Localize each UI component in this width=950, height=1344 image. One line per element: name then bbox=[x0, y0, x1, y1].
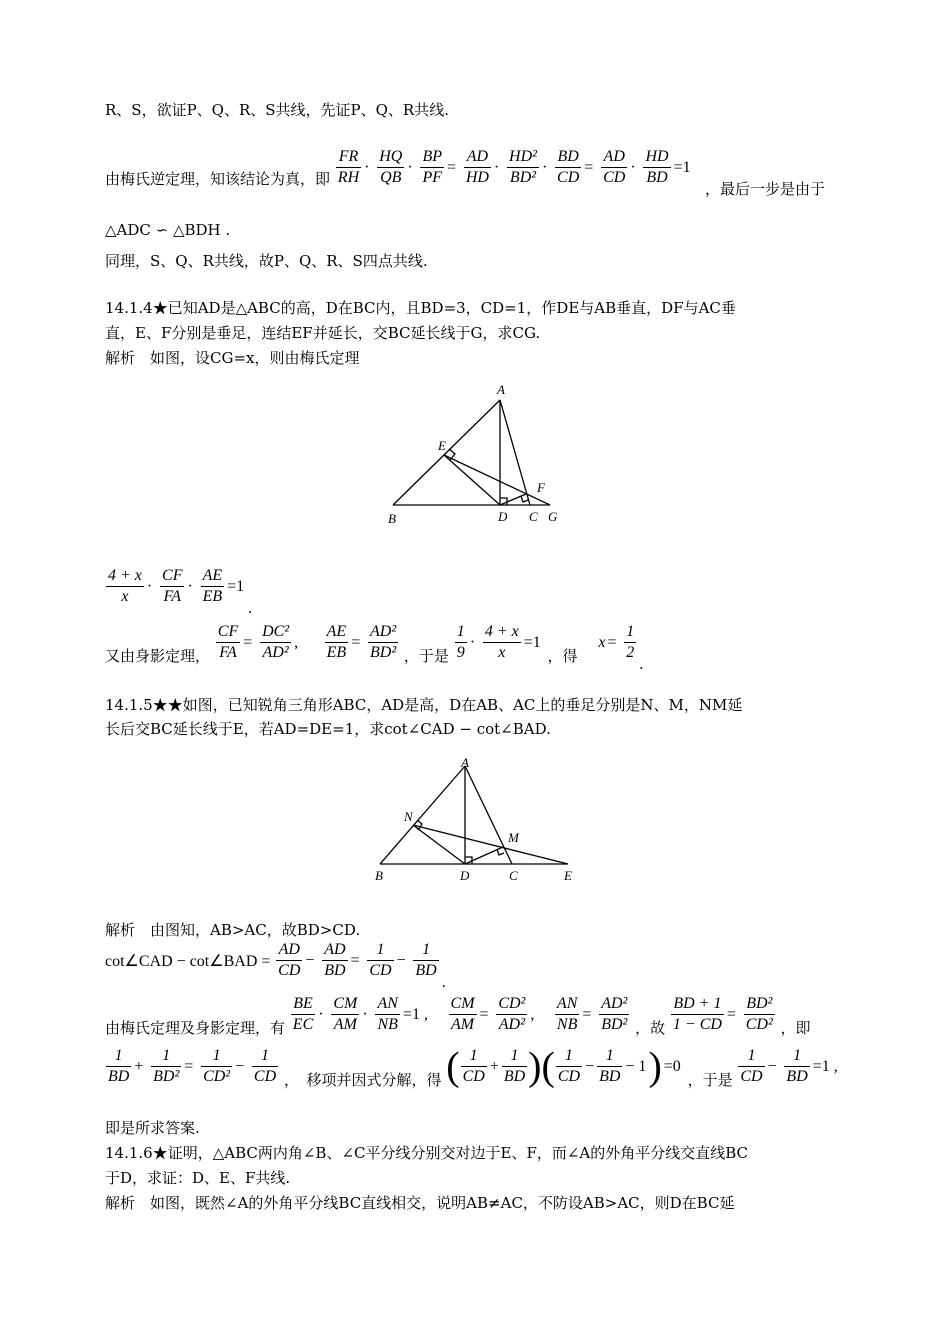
fraction: $\frac{\text{AD²}}{\text{BD²}}$ bbox=[601, 995, 628, 1033]
text-line: R、S，欲证P、Q、R、S共线，先证P、Q、R共线. bbox=[105, 101, 449, 119]
fraction: $\frac{1}{CD}$ bbox=[253, 1047, 277, 1085]
fraction: $\frac{1}{CD}$ bbox=[369, 941, 392, 979]
text-line: 同理，S、Q、R共线，故P、Q、R、S四点共线. bbox=[105, 252, 428, 270]
fraction: $\frac{AD}{CD}$ bbox=[603, 148, 626, 186]
problem-14-1-5-line2: 长后交BC延长线于E，若AD=DE=1，求cot∠CAD − cot∠BAD. bbox=[105, 720, 551, 738]
fraction: $\frac{\text{HD²}}{\text{BD²}}$ bbox=[509, 148, 537, 186]
fraction: $\frac{1}{9}$ bbox=[456, 623, 465, 661]
fraction: $\frac{\text{CD²}}{\text{AD²}}$ bbox=[498, 995, 526, 1033]
text-gu: ，故 bbox=[635, 1019, 666, 1037]
fraction: $\frac{1}{BD}$ bbox=[415, 941, 437, 979]
fraction: $\frac{HQ}{QB}$ bbox=[379, 148, 403, 186]
fraction: $\frac{1}{CD}$ bbox=[557, 1047, 581, 1085]
label-D: D bbox=[460, 868, 470, 883]
fraction: $\frac{1}{BD}$ bbox=[108, 1047, 130, 1085]
fraction: $\frac{1}{CD}$ bbox=[740, 1047, 763, 1085]
problem-14-1-5-line1: 14.1.5★★如图，已知锐角三角形ABC，AD是高，D在AB、AC上的垂足分别是N、M，NM延 bbox=[105, 696, 743, 714]
text-mid: ，于是 bbox=[403, 647, 449, 665]
equation-menelaus-2: 由梅氏定理及身影定理，有 $\frac{BE}{EC}$ · $\frac{CM}{AM}$ · $\frac{AN}{NB}$ =1 , $\frac{CM}{AM}$ = $\frac{\text{CD²}}{\text{AD²}}$ , $\frac{AN}{NB}$ = $\frac{\text{AD²}}{\text{BD²}}$ ，故 $\frac{BD + 1}{1 - CD}$ = $\frac{\text{BD²}}{\text{CD²}}$ ，即 bbox=[105, 995, 811, 1037]
fraction: $\frac{1}{BD}$ bbox=[786, 1047, 808, 1085]
fraction: $\frac{AD}{CD}$ bbox=[278, 941, 301, 979]
fraction: $\frac{AN}{NB}$ bbox=[377, 995, 398, 1033]
fraction: $\frac{1}{2}$ bbox=[626, 623, 635, 661]
text-prefix: 由梅氏逆定理，知该结论为真，即 bbox=[105, 170, 331, 188]
fraction: $\frac{CF}{FA}$ bbox=[217, 623, 239, 661]
fraction: $\frac{HD}{BD}$ bbox=[645, 148, 669, 186]
fraction: $\frac{CM}{AM}$ bbox=[450, 995, 475, 1033]
fraction: $\frac{AD}{BD}$ bbox=[324, 941, 346, 979]
fraction: $\frac{AE}{EB}$ bbox=[202, 567, 223, 605]
equation-line-shadow: 又由身影定理， $\frac{CF}{FA}$ = $\frac{\text{DC²}}{\text{AD²}}$ , $\frac{AE}{EB}$ = $\frac{\text{AD²}}{\text{BD²}}$ ，于是 $\frac{1}{9}$ · $\frac{4 + x}{x}$ =1 ，得 x = $\frac{1}{2}$ . bbox=[105, 623, 644, 673]
fraction: $\frac{\text{BD²}}{\text{CD²}}$ bbox=[745, 995, 773, 1033]
text-get: ，得 bbox=[547, 647, 578, 665]
label-A: A bbox=[461, 755, 469, 770]
label-G: G bbox=[548, 509, 558, 524]
label-B: B bbox=[375, 868, 383, 883]
fraction: $\frac{1}{\text{BD²}}$ bbox=[153, 1047, 180, 1085]
label-M: M bbox=[508, 830, 519, 845]
label-C: C bbox=[529, 509, 538, 524]
fraction: $\frac{1}{\text{CD²}}$ bbox=[203, 1047, 231, 1085]
fraction: $\frac{4 + x}{x}$ bbox=[484, 623, 519, 661]
solution-14-1-6-line1: 解析 如图，既然∠A的外角平分线BC直线相交，说明AB≠AC，不防设AB>AC，则D在BC延 bbox=[105, 1194, 735, 1212]
label-F: F bbox=[537, 480, 545, 495]
fraction: $\frac{1}{CD}$ bbox=[462, 1047, 485, 1085]
fraction: $\frac{\text{AD²}}{\text{BD²}}$ bbox=[370, 623, 397, 661]
solution-14-1-5-line1: 解析 由图知，AB>AC，故BD>CD. bbox=[105, 921, 361, 939]
fraction: $\frac{BE}{EC}$ bbox=[292, 995, 314, 1033]
equation-menelaus-1: $\frac{4 + x}{x}$ · $\frac{CF}{FA}$ · $\frac{AE}{EB}$ =1. bbox=[108, 567, 253, 617]
equation-line: 由梅氏逆定理，知该结论为真，即 $\frac{FR}{RH}$ · $\frac{HQ}{QB}$ · $\frac{BP}{PF}$ = $\frac{AD}{HD}$ · $\frac{\text{HD²}}{\text{BD²}}$ · $\frac{BD}{CD}$ = $\frac{AD}{CD}$ · $\frac{HD}{BD}$ =1 bbox=[105, 148, 691, 188]
text-line: 即是所求答案. bbox=[105, 1119, 200, 1137]
label-N: N bbox=[404, 809, 413, 824]
problem-14-1-6-line2: 于D，求证：D、E、F共线. bbox=[105, 1169, 291, 1187]
fraction: $\frac{1}{BD}$ bbox=[503, 1047, 526, 1085]
label-C: C bbox=[509, 868, 518, 883]
fraction: $\frac{BD + 1}{1 - CD}$ bbox=[672, 995, 722, 1033]
fraction: $\frac{BP}{PF}$ bbox=[422, 148, 442, 186]
fraction: $\frac{BD}{CD}$ bbox=[557, 148, 580, 186]
label-D: D bbox=[498, 509, 508, 524]
text-line: △ADC ∽ △BDH . bbox=[105, 221, 231, 239]
text-suffix: ，最后一步是由于 bbox=[705, 180, 826, 198]
problem-14-1-4-line1: 14.1.4★已知AD是△ABC的高，D在BC内，且BD=3，CD=1，作DE与AB垂直，DF与AC垂 bbox=[105, 299, 736, 317]
text-mid: ， 移项并因式分解，得 bbox=[283, 1071, 442, 1089]
label-E: E bbox=[438, 438, 446, 453]
fraction: $\frac{4 + x}{x}$ bbox=[108, 567, 142, 605]
fraction: $\frac{1}{BD}$ bbox=[599, 1047, 621, 1085]
label-B: B bbox=[388, 511, 396, 526]
label-E: E bbox=[564, 868, 572, 883]
figure-triangle-2 bbox=[370, 752, 580, 887]
problem-14-1-6-line1: 14.1.6★证明，△ABC两内角∠B、∠C平分线分别交对边于E、F，而∠A的外角平分线交直线BC bbox=[105, 1144, 749, 1162]
fraction: $\frac{CF}{FA}$ bbox=[162, 567, 183, 605]
problem-14-1-4-line2: 直，E、F分别是垂足，连结EF并延长，交BC延长线于G，求CG. bbox=[105, 324, 541, 342]
fraction: $\frac{FR}{RH}$ bbox=[337, 148, 360, 186]
figure-triangle-1 bbox=[380, 378, 570, 533]
label-A: A bbox=[497, 382, 505, 397]
text-end: ，于是 bbox=[687, 1071, 733, 1089]
text-prefix: 又由身影定理， bbox=[105, 647, 211, 665]
fraction: $\frac{CM}{AM}$ bbox=[333, 995, 358, 1033]
fraction: $\frac{AN}{NB}$ bbox=[556, 995, 578, 1033]
fraction: $\frac{AE}{EB}$ bbox=[326, 623, 347, 661]
fraction: $\frac{\text{DC²}}{\text{AD²}}$ bbox=[262, 623, 290, 661]
solution-14-1-4-line1: 解析 如图，设CG=x，则由梅氏定理 bbox=[105, 349, 360, 367]
fraction: $\frac{AD}{HD}$ bbox=[465, 148, 489, 186]
text-prefix: 由梅氏定理及身影定理，有 bbox=[105, 1019, 286, 1037]
equation-cot: cot∠CAD − cot∠BAD = $\frac{AD}{CD}$ − $\frac{AD}{BD}$ = $\frac{1}{CD}$ − $\frac{1}{BD}$ . bbox=[105, 941, 446, 991]
text-ji: ，即 bbox=[780, 1019, 811, 1037]
equation-factor: $\frac{1}{BD}$ + $\frac{1}{\text{BD²}}$ = $\frac{1}{\text{CD²}}$ − $\frac{1}{CD}$ ， 移项并因式分解，得 ( $\frac{1}{CD}$ + $\frac{1}{BD}$ )( $\frac{1}{CD}$ − $\frac{1}{BD}$ − 1) =0 ，于是 $\frac{1}{CD}$ − $\frac{1}{BD}$ =1 , bbox=[108, 1043, 838, 1089]
